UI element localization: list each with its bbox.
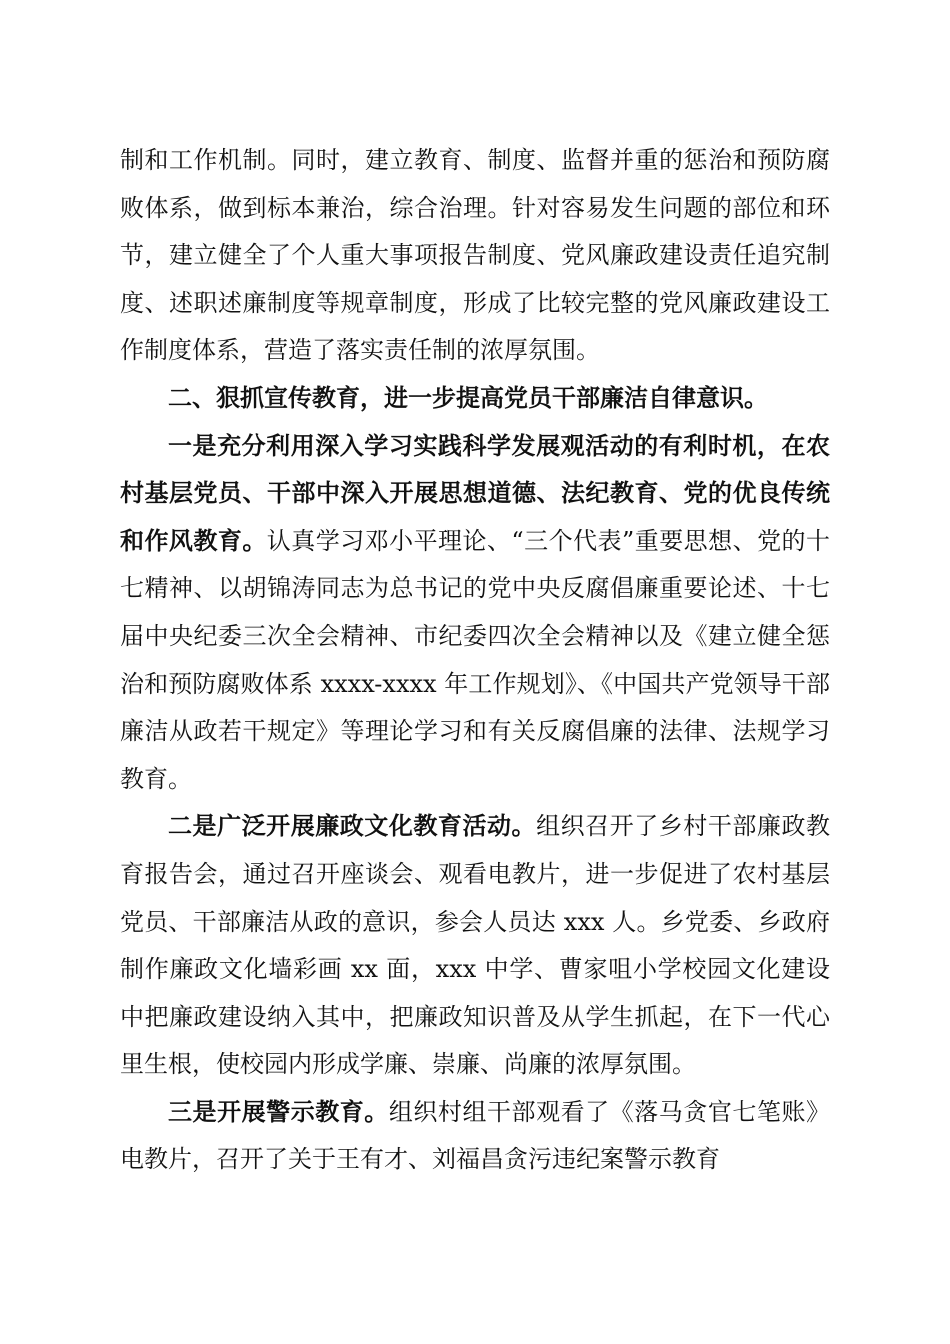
paragraph-lead: 二是广泛开展廉政文化教育活动。	[168, 812, 537, 841]
document-body	[120, 137, 830, 1184]
paragraph-warning	[120, 1089, 830, 1184]
paragraph-text: 组织召开了乡村干部廉政教育报告会，通过召开座谈会、观看电教片，进一步促进了农村基层党员、干部廉洁从政的意识，参会人员达 xxx 人。乡党委、乡政府制作廉政文化墙彩画 xx 面，xxx 中学、曹家咀小学校园文化建设中把廉政建设纳入其中，把廉政知识普及从学生抓起，在下一代心里生根，使校园内形成学廉、崇廉、尚廉的浓厚氛围。	[120, 812, 831, 1079]
paragraph-lead: 一是充分利用深入学习实践科学发展观活动的有利时机，在农村基层党员、干部中深入开展思想道德、法纪教育、党的优良传统和作风教育。	[120, 431, 830, 555]
paragraph-text: 认真学习邓小平理论、“三个代表”重要思想、党的十七精神、以胡锦涛同志为总书记的党中央反腐倡廉重要论述、十七届中央纪委三次全会精神、市纪委四次全会精神以及《建立健全惩治和预防腐败体系 xxxx-xxxx 年工作规划》、《中国共产党领导干部廉洁从政若干规定》等理论学习和有关反腐倡廉的法律、法规学习教育。	[120, 526, 831, 793]
paragraph-text: 组织村组干部观看了《落马贪官七笔账》电教片，召开了关于王有才、刘福昌贪污违纪案警示教育	[120, 1097, 831, 1174]
paragraph-study	[120, 423, 830, 804]
paragraph-culture	[120, 803, 830, 1089]
paragraph-continuation	[120, 137, 830, 375]
section-heading	[120, 375, 830, 423]
paragraph-text: 制和工作机制。同时，建立教育、制度、监督并重的惩治和预防腐败体系，做到标本兼治，综合治理。针对容易发生问题的部位和环节，建立健全了个人重大事项报告制度、党风廉政建设责任追究制度、述职述廉制度等规章制度，形成了比较完整的党风廉政建设工作制度体系，营造了落实责任制的浓厚氛围。	[120, 146, 830, 365]
heading-text: 二、狠抓宣传教育，进一步提高党员干部廉洁自律意识。	[168, 383, 768, 412]
paragraph-lead: 三是开展警示教育。	[168, 1097, 389, 1126]
